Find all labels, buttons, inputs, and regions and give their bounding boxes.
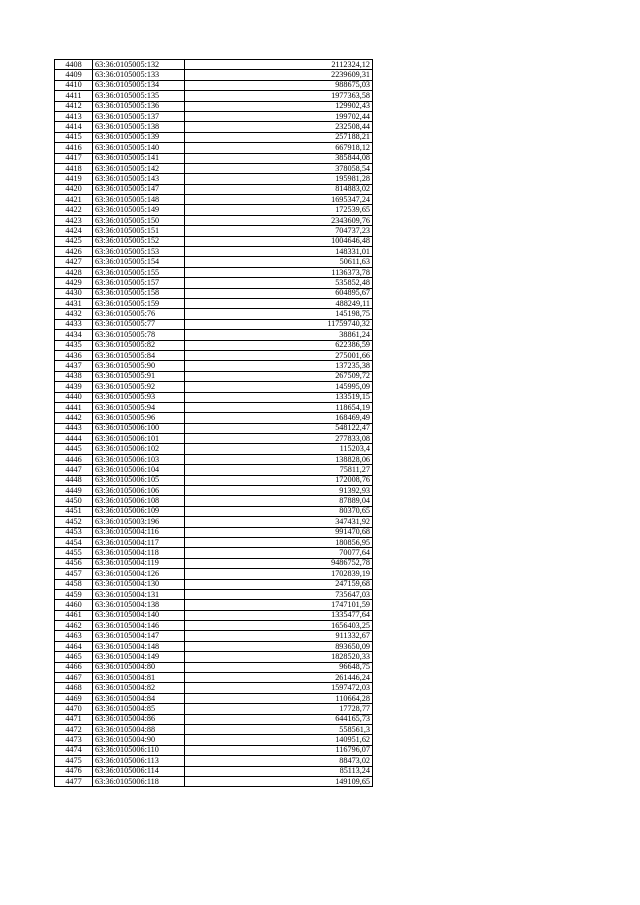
row-number-cell: 4408 [55, 60, 93, 70]
row-number-cell: 4433 [55, 319, 93, 329]
table-row [55, 382, 373, 392]
table-row [55, 558, 373, 568]
value-cell: 9486752,78 [185, 558, 373, 568]
row-number-cell: 4469 [55, 693, 93, 703]
table-body [55, 60, 373, 787]
table-row [55, 600, 373, 610]
row-number-cell: 4450 [55, 496, 93, 506]
table-row [55, 745, 373, 755]
row-number-cell: 4453 [55, 527, 93, 537]
row-number-cell: 4448 [55, 475, 93, 485]
cadastral-number-cell: 63:36:0105006:102 [93, 444, 185, 454]
cadastral-number-cell: 63:36:0105005:91 [93, 371, 185, 381]
cadastral-number-cell: 63:36:0105005:135 [93, 91, 185, 101]
value-cell: 257188,21 [185, 132, 373, 142]
row-number-cell: 4452 [55, 517, 93, 527]
table-row [55, 704, 373, 714]
value-cell: 91392,93 [185, 486, 373, 496]
row-number-cell: 4464 [55, 641, 93, 651]
table-row [55, 756, 373, 766]
table-row [55, 683, 373, 693]
value-cell: 38861,24 [185, 330, 373, 340]
row-number-cell: 4440 [55, 392, 93, 402]
cadastral-number-cell: 63:36:0105003:196 [93, 517, 185, 527]
cadastral-number-cell: 63:36:0105006:108 [93, 496, 185, 506]
table-row [55, 579, 373, 589]
value-cell: 110664,28 [185, 693, 373, 703]
value-cell: 232508,44 [185, 122, 373, 132]
table-row [55, 122, 373, 132]
table-row [55, 589, 373, 599]
value-cell: 267509,72 [185, 371, 373, 381]
table-row [55, 143, 373, 153]
value-cell: 911332,67 [185, 631, 373, 641]
value-cell: 116796,07 [185, 745, 373, 755]
table-row [55, 423, 373, 433]
value-cell: 1702839,19 [185, 569, 373, 579]
value-cell: 133519,15 [185, 392, 373, 402]
row-number-cell: 4476 [55, 766, 93, 776]
table-row [55, 184, 373, 194]
table-row [55, 527, 373, 537]
cadastral-number-cell: 63:36:0105005:159 [93, 298, 185, 308]
row-number-cell: 4412 [55, 101, 93, 111]
value-cell: 991470,68 [185, 527, 373, 537]
value-cell: 1695347,24 [185, 195, 373, 205]
table-row [55, 506, 373, 516]
row-number-cell: 4409 [55, 70, 93, 80]
row-number-cell: 4413 [55, 111, 93, 121]
row-number-cell: 4462 [55, 621, 93, 631]
row-number-cell: 4463 [55, 631, 93, 641]
row-number-cell: 4466 [55, 662, 93, 672]
value-cell: 261446,24 [185, 673, 373, 683]
cadastral-number-cell: 63:36:0105005:158 [93, 288, 185, 298]
value-cell: 558561,3 [185, 725, 373, 735]
table-row [55, 288, 373, 298]
row-number-cell: 4438 [55, 371, 93, 381]
table-row [55, 80, 373, 90]
table-row [55, 735, 373, 745]
table-row [55, 330, 373, 340]
value-cell: 385844,08 [185, 153, 373, 163]
table-row [55, 195, 373, 205]
row-number-cell: 4465 [55, 652, 93, 662]
row-number-cell: 4461 [55, 610, 93, 620]
table-row [55, 548, 373, 558]
table-row [55, 174, 373, 184]
table-row [55, 652, 373, 662]
row-number-cell: 4468 [55, 683, 93, 693]
table-row [55, 226, 373, 236]
value-cell: 622386,59 [185, 340, 373, 350]
cadastral-number-cell: 63:36:0105005:137 [93, 111, 185, 121]
row-number-cell: 4473 [55, 735, 93, 745]
table-row [55, 215, 373, 225]
row-number-cell: 4475 [55, 756, 93, 766]
table-row [55, 236, 373, 246]
value-cell: 168469,49 [185, 413, 373, 423]
cadastral-number-cell: 63:36:0105006:118 [93, 776, 185, 786]
cadastral-number-cell: 63:36:0105005:151 [93, 226, 185, 236]
value-cell: 2343609,76 [185, 215, 373, 225]
table-row [55, 569, 373, 579]
value-cell: 140951,62 [185, 735, 373, 745]
value-cell: 535852,48 [185, 278, 373, 288]
cadastral-number-cell: 63:36:0105005:77 [93, 319, 185, 329]
cadastral-number-cell: 63:36:0105006:103 [93, 454, 185, 464]
value-cell: 1004646,48 [185, 236, 373, 246]
value-cell: 137235,38 [185, 361, 373, 371]
value-cell: 1828520,33 [185, 652, 373, 662]
cadastral-number-cell: 63:36:0105006:101 [93, 434, 185, 444]
value-cell: 667918,12 [185, 143, 373, 153]
cadastral-number-cell: 63:36:0105005:148 [93, 195, 185, 205]
value-cell: 149109,65 [185, 776, 373, 786]
cadastral-number-cell: 63:36:0105004:88 [93, 725, 185, 735]
table-row [55, 766, 373, 776]
cadastral-number-cell: 63:36:0105005:92 [93, 382, 185, 392]
row-number-cell: 4418 [55, 163, 93, 173]
row-number-cell: 4447 [55, 465, 93, 475]
table-row [55, 496, 373, 506]
row-number-cell: 4477 [55, 776, 93, 786]
value-cell: 11759740,32 [185, 319, 373, 329]
cadastral-number-cell: 63:36:0105005:82 [93, 340, 185, 350]
row-number-cell: 4420 [55, 184, 93, 194]
value-cell: 893650,09 [185, 641, 373, 651]
cadastral-number-cell: 63:36:0105005:93 [93, 392, 185, 402]
cadastral-number-cell: 63:36:0105004:131 [93, 589, 185, 599]
table-row [55, 673, 373, 683]
value-cell: 275001,66 [185, 350, 373, 360]
row-number-cell: 4441 [55, 402, 93, 412]
table-row [55, 392, 373, 402]
table-row [55, 486, 373, 496]
value-cell: 347431,92 [185, 517, 373, 527]
value-cell: 115203,4 [185, 444, 373, 454]
row-number-cell: 4431 [55, 298, 93, 308]
cadastral-number-cell: 63:36:0105005:138 [93, 122, 185, 132]
table-row [55, 402, 373, 412]
value-cell: 1977363,58 [185, 91, 373, 101]
value-cell: 50611,63 [185, 257, 373, 267]
value-cell: 1136373,78 [185, 267, 373, 277]
cadastral-number-cell: 63:36:0105005:90 [93, 361, 185, 371]
cadastral-number-cell: 63:36:0105006:110 [93, 745, 185, 755]
cadastral-number-cell: 63:36:0105004:146 [93, 621, 185, 631]
cadastral-number-cell: 63:36:0105004:149 [93, 652, 185, 662]
value-cell: 70077,64 [185, 548, 373, 558]
cadastral-number-cell: 63:36:0105005:139 [93, 132, 185, 142]
table-row [55, 267, 373, 277]
cadastral-number-cell: 63:36:0105004:140 [93, 610, 185, 620]
row-number-cell: 4444 [55, 434, 93, 444]
table-row [55, 60, 373, 70]
row-number-cell: 4460 [55, 600, 93, 610]
table-row [55, 475, 373, 485]
cadastral-number-cell: 63:36:0105006:104 [93, 465, 185, 475]
table-row [55, 298, 373, 308]
cadastral-number-cell: 63:36:0105005:96 [93, 413, 185, 423]
row-number-cell: 4415 [55, 132, 93, 142]
row-number-cell: 4422 [55, 205, 93, 215]
cadastral-number-cell: 63:36:0105005:132 [93, 60, 185, 70]
row-number-cell: 4454 [55, 537, 93, 547]
cadastral-number-cell: 63:36:0105004:90 [93, 735, 185, 745]
table-row [55, 91, 373, 101]
table-row [55, 631, 373, 641]
cadastral-number-cell: 63:36:0105005:143 [93, 174, 185, 184]
cadastral-number-cell: 63:36:0105004:84 [93, 693, 185, 703]
table-row [55, 776, 373, 786]
cadastral-number-cell: 63:36:0105005:76 [93, 309, 185, 319]
cadastral-number-cell: 63:36:0105006:109 [93, 506, 185, 516]
cadastral-number-cell: 63:36:0105004:148 [93, 641, 185, 651]
value-cell: 172008,76 [185, 475, 373, 485]
table-row [55, 70, 373, 80]
cadastral-number-cell: 63:36:0105005:152 [93, 236, 185, 246]
row-number-cell: 4456 [55, 558, 93, 568]
cadastral-number-cell: 63:36:0105005:153 [93, 247, 185, 257]
value-cell: 814883,02 [185, 184, 373, 194]
value-cell: 378058,54 [185, 163, 373, 173]
row-number-cell: 4429 [55, 278, 93, 288]
row-number-cell: 4443 [55, 423, 93, 433]
cadastral-number-cell: 63:36:0105004:118 [93, 548, 185, 558]
value-cell: 145198,75 [185, 309, 373, 319]
row-number-cell: 4424 [55, 226, 93, 236]
value-cell: 172539,65 [185, 205, 373, 215]
table-row [55, 621, 373, 631]
cadastral-number-cell: 63:36:0105004:119 [93, 558, 185, 568]
table-row [55, 111, 373, 121]
row-number-cell: 4425 [55, 236, 93, 246]
row-number-cell: 4470 [55, 704, 93, 714]
row-number-cell: 4474 [55, 745, 93, 755]
table-row [55, 247, 373, 257]
row-number-cell: 4449 [55, 486, 93, 496]
value-cell: 644165,73 [185, 714, 373, 724]
value-cell: 180856,95 [185, 537, 373, 547]
row-number-cell: 4459 [55, 589, 93, 599]
cadastral-number-cell: 63:36:0105005:78 [93, 330, 185, 340]
cadastral-value-table [54, 59, 373, 787]
value-cell: 1335477,64 [185, 610, 373, 620]
value-cell: 488249,11 [185, 298, 373, 308]
cadastral-number-cell: 63:36:0105006:106 [93, 486, 185, 496]
cadastral-number-cell: 63:36:0105004:138 [93, 600, 185, 610]
cadastral-number-cell: 63:36:0105005:141 [93, 153, 185, 163]
cadastral-number-cell: 63:36:0105004:85 [93, 704, 185, 714]
table-row [55, 163, 373, 173]
row-number-cell: 4428 [55, 267, 93, 277]
table-row [55, 714, 373, 724]
value-cell: 85113,24 [185, 766, 373, 776]
value-cell: 118654,19 [185, 402, 373, 412]
value-cell: 2112324,12 [185, 60, 373, 70]
row-number-cell: 4423 [55, 215, 93, 225]
value-cell: 988675,03 [185, 80, 373, 90]
table-row [55, 641, 373, 651]
table-row [55, 350, 373, 360]
value-cell: 1597472,03 [185, 683, 373, 693]
cadastral-number-cell: 63:36:0105006:105 [93, 475, 185, 485]
table-row [55, 725, 373, 735]
row-number-cell: 4426 [55, 247, 93, 257]
row-number-cell: 4410 [55, 80, 93, 90]
row-number-cell: 4442 [55, 413, 93, 423]
value-cell: 145995,09 [185, 382, 373, 392]
row-number-cell: 4411 [55, 91, 93, 101]
cadastral-number-cell: 63:36:0105005:155 [93, 267, 185, 277]
table-row [55, 361, 373, 371]
table-row [55, 662, 373, 672]
cadastral-number-cell: 63:36:0105006:113 [93, 756, 185, 766]
table-row [55, 610, 373, 620]
row-number-cell: 4451 [55, 506, 93, 516]
value-cell: 87889,04 [185, 496, 373, 506]
value-cell: 80370,65 [185, 506, 373, 516]
table-row [55, 465, 373, 475]
table-row [55, 205, 373, 215]
row-number-cell: 4435 [55, 340, 93, 350]
row-number-cell: 4436 [55, 350, 93, 360]
value-cell: 75811,27 [185, 465, 373, 475]
table-row [55, 371, 373, 381]
cadastral-number-cell: 63:36:0105004:117 [93, 537, 185, 547]
value-cell: 96648,75 [185, 662, 373, 672]
cadastral-number-cell: 63:36:0105004:86 [93, 714, 185, 724]
cadastral-number-cell: 63:36:0105004:147 [93, 631, 185, 641]
value-cell: 129902,43 [185, 101, 373, 111]
table-row [55, 413, 373, 423]
table-row [55, 537, 373, 547]
value-cell: 199702,44 [185, 111, 373, 121]
value-cell: 704737,23 [185, 226, 373, 236]
row-number-cell: 4455 [55, 548, 93, 558]
cadastral-number-cell: 63:36:0105004:116 [93, 527, 185, 537]
cadastral-number-cell: 63:36:0105004:126 [93, 569, 185, 579]
row-number-cell: 4414 [55, 122, 93, 132]
value-cell: 277833,08 [185, 434, 373, 444]
cadastral-number-cell: 63:36:0105005:133 [93, 70, 185, 80]
row-number-cell: 4439 [55, 382, 93, 392]
row-number-cell: 4467 [55, 673, 93, 683]
value-cell: 604895,67 [185, 288, 373, 298]
value-cell: 1656403,25 [185, 621, 373, 631]
row-number-cell: 4416 [55, 143, 93, 153]
table-row [55, 101, 373, 111]
row-number-cell: 4419 [55, 174, 93, 184]
table-row [55, 278, 373, 288]
value-cell: 735647,03 [185, 589, 373, 599]
value-cell: 2239609,31 [185, 70, 373, 80]
cadastral-number-cell: 63:36:0105005:84 [93, 350, 185, 360]
cadastral-number-cell: 63:36:0105005:149 [93, 205, 185, 215]
row-number-cell: 4457 [55, 569, 93, 579]
row-number-cell: 4432 [55, 309, 93, 319]
table-row [55, 132, 373, 142]
cadastral-number-cell: 63:36:0105005:154 [93, 257, 185, 267]
cadastral-number-cell: 63:36:0105005:140 [93, 143, 185, 153]
cadastral-number-cell: 63:36:0105006:100 [93, 423, 185, 433]
cadastral-number-cell: 63:36:0105005:142 [93, 163, 185, 173]
cadastral-number-cell: 63:36:0105005:136 [93, 101, 185, 111]
row-number-cell: 4427 [55, 257, 93, 267]
table-row [55, 454, 373, 464]
cadastral-number-cell: 63:36:0105006:114 [93, 766, 185, 776]
value-cell: 195981,28 [185, 174, 373, 184]
cadastral-number-cell: 63:36:0105005:94 [93, 402, 185, 412]
table-row [55, 434, 373, 444]
row-number-cell: 4472 [55, 725, 93, 735]
cadastral-number-cell: 63:36:0105004:82 [93, 683, 185, 693]
table-row [55, 153, 373, 163]
cadastral-number-cell: 63:36:0105004:130 [93, 579, 185, 589]
row-number-cell: 4446 [55, 454, 93, 464]
cadastral-number-cell: 63:36:0105004:80 [93, 662, 185, 672]
cadastral-number-cell: 63:36:0105005:157 [93, 278, 185, 288]
table-row [55, 309, 373, 319]
row-number-cell: 4445 [55, 444, 93, 454]
row-number-cell: 4458 [55, 579, 93, 589]
value-cell: 1747101,59 [185, 600, 373, 610]
row-number-cell: 4434 [55, 330, 93, 340]
table-row [55, 340, 373, 350]
row-number-cell: 4417 [55, 153, 93, 163]
value-cell: 247159,68 [185, 579, 373, 589]
value-cell: 138828,06 [185, 454, 373, 464]
cadastral-number-cell: 63:36:0105005:147 [93, 184, 185, 194]
table-row [55, 319, 373, 329]
value-cell: 548122,47 [185, 423, 373, 433]
cadastral-number-cell: 63:36:0105005:134 [93, 80, 185, 90]
table-row [55, 517, 373, 527]
row-number-cell: 4437 [55, 361, 93, 371]
table-row [55, 693, 373, 703]
cadastral-number-cell: 63:36:0105005:150 [93, 215, 185, 225]
cadastral-number-cell: 63:36:0105004:81 [93, 673, 185, 683]
row-number-cell: 4471 [55, 714, 93, 724]
table-row [55, 257, 373, 267]
value-cell: 88473,02 [185, 756, 373, 766]
value-cell: 148331,01 [185, 247, 373, 257]
row-number-cell: 4430 [55, 288, 93, 298]
row-number-cell: 4421 [55, 195, 93, 205]
value-cell: 17728,77 [185, 704, 373, 714]
table-row [55, 444, 373, 454]
